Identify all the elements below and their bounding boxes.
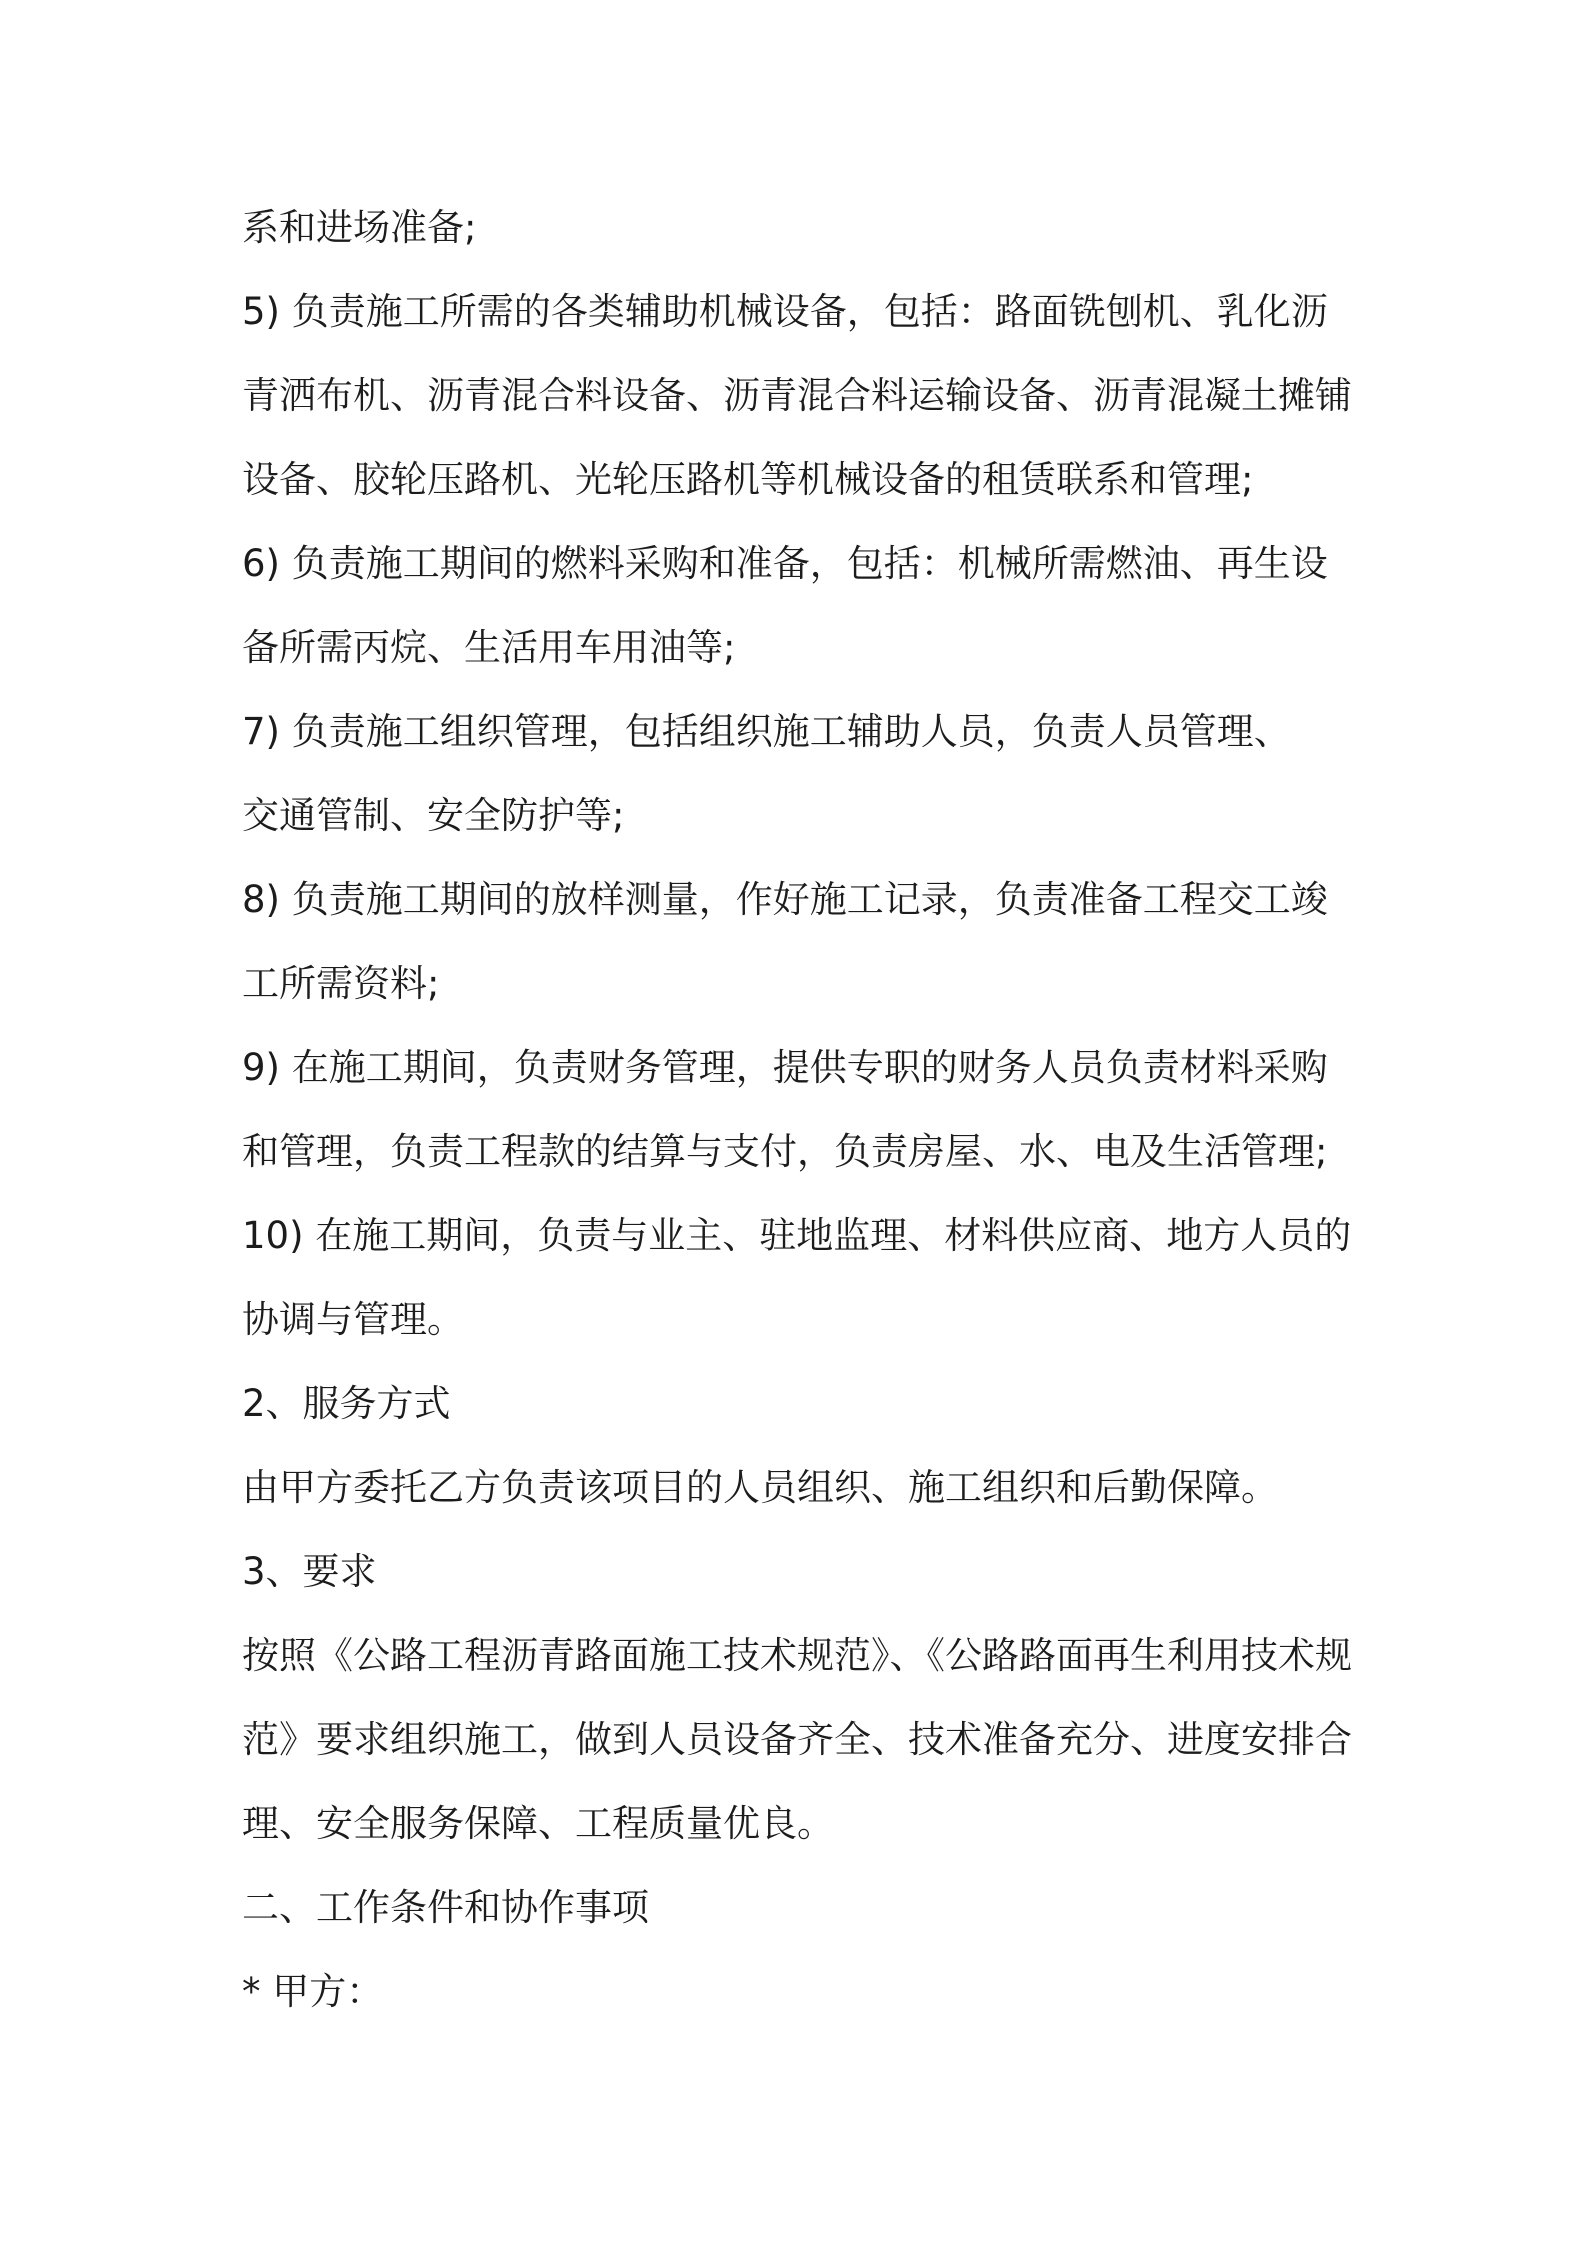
section-heading-service-mode: 2、服务方式	[242, 1382, 451, 1425]
list-item-10-continuation: 协调与管理。	[242, 1298, 464, 1341]
list-item-8-continuation: 工所需资料;	[242, 962, 440, 1005]
list-item-5-continuation: 设备、胶轮压路机、光轮压路机等机械设备的租赁联系和管理;	[242, 458, 1254, 501]
list-item-7-continuation: 交通管制、安全防护等;	[242, 794, 625, 837]
requirements-text-line: 理、安全服务保障、工程质量优良。	[242, 1802, 834, 1845]
list-item-9: 9) 在施工期间，负责财务管理，提供专职的财务人员负责材料采购	[242, 1046, 1328, 1089]
document-body	[242, 186, 1382, 2034]
list-item-6-continuation: 备所需丙烷、生活用车用油等;	[242, 626, 736, 669]
service-mode-text: 由甲方委托乙方负责该项目的人员组织、施工组织和后勤保障。	[242, 1466, 1278, 1509]
list-item-6: 6) 负责施工期间的燃料采购和准备，包括：机械所需燃油、再生设	[242, 542, 1328, 585]
requirements-text-line: 范》要求组织施工，做到人员设备齐全、技术准备充分、进度安排合	[242, 1718, 1352, 1761]
list-item-10: 10) 在施工期间，负责与业主、驻地监理、材料供应商、地方人员的	[242, 1214, 1352, 1257]
list-item-7: 7) 负责施工组织管理，包括组织施工辅助人员，负责人员管理、	[242, 710, 1291, 753]
requirements-text-line: 按照《公路工程沥青路面施工技术规范》、《公路路面再生利用技术规	[242, 1634, 1352, 1677]
list-item-8: 8) 负责施工期间的放样测量，作好施工记录，负责准备工程交工竣	[242, 878, 1328, 921]
list-item-5: 5) 负责施工所需的各类辅助机械设备，包括：路面铣刨机、乳化沥	[242, 290, 1328, 333]
list-item-9-continuation: 和管理，负责工程款的结算与支付，负责房屋、水、电及生活管理;	[242, 1130, 1328, 1173]
party-a-label: * 甲方：	[242, 1970, 384, 2013]
section-heading-requirements: 3、要求	[242, 1550, 377, 1593]
list-item-continuation: 系和进场准备;	[242, 206, 477, 249]
chapter-heading-work-conditions: 二、工作条件和协作事项	[242, 1886, 649, 1929]
list-item-5-continuation: 青洒布机、沥青混合料设备、沥青混合料运输设备、沥青混凝土摊铺	[242, 374, 1352, 417]
